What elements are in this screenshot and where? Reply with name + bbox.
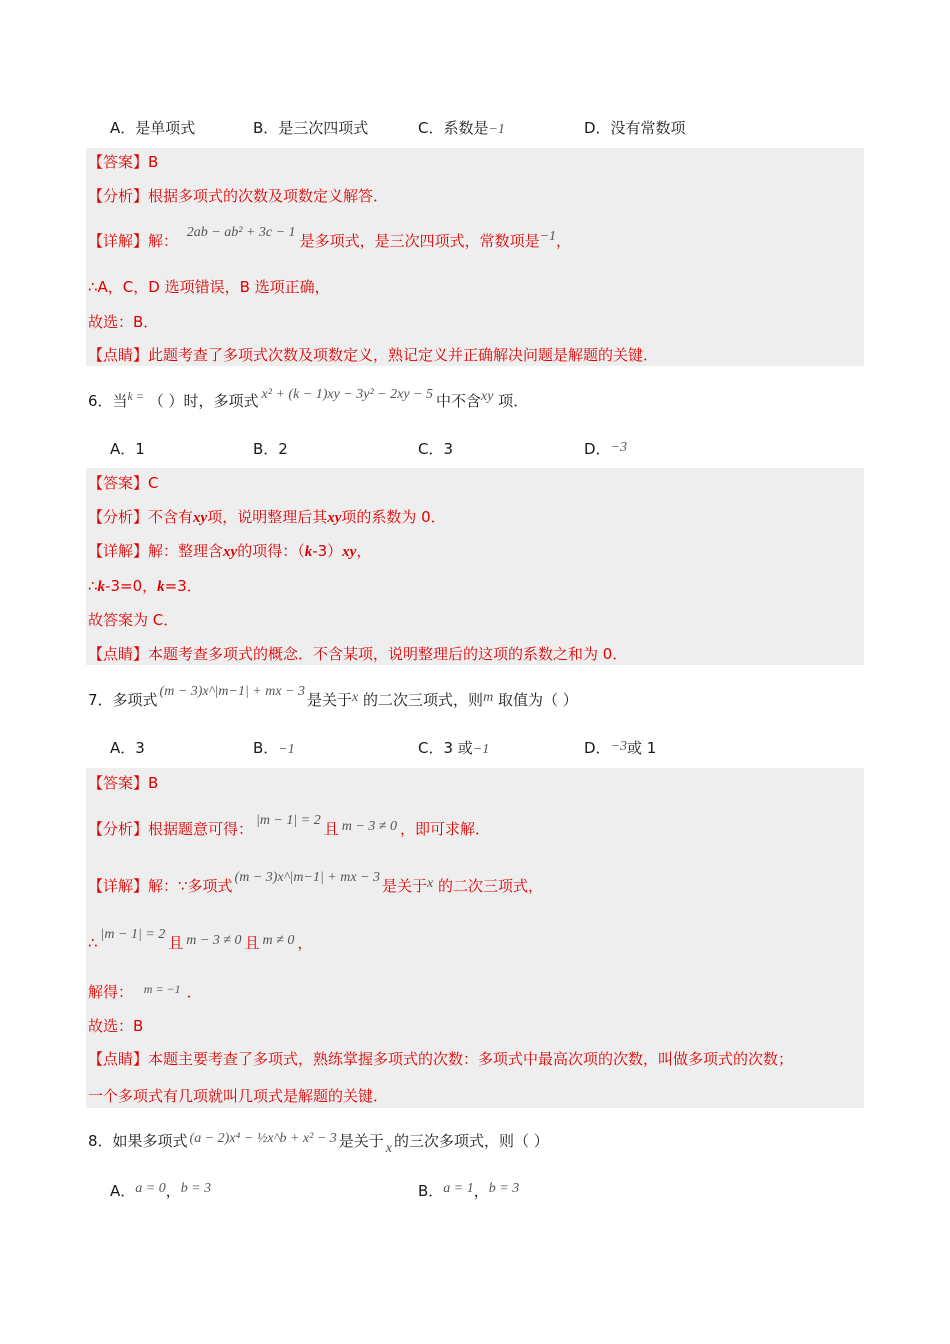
q5-detail-expr: 2ab − ab² + 3c − 1: [186, 225, 296, 240]
q7-option-d-math: −3: [610, 739, 628, 754]
q7-stem-prefix: 7．多项式: [88, 691, 158, 709]
q6-conclusion: [88, 575, 202, 596]
q6-option-d: [584, 438, 627, 459]
q7-detail-x: x: [427, 876, 434, 891]
q6-remark: 【点睛】本题考查多项式的概念．不含某项，说明整理后的这项的系数之和为 0．: [88, 645, 628, 663]
q7-detail: [88, 870, 544, 896]
q6-analysis-c: 项的系数为 0．: [341, 508, 446, 526]
q6-stem-expr: x² + (k − 1)xy − 3y² − 2xy − 5: [261, 387, 433, 402]
q7-analysis-expr1: |m − 1| = 2: [256, 813, 321, 828]
q8-stem-mid: 是关于: [338, 1132, 384, 1150]
q6-detail-c: -3）: [312, 542, 343, 560]
q7-therefore-symbol: ∴: [88, 934, 98, 952]
q6-analysis-xy: xy: [193, 510, 208, 526]
q6-detail-a: 【详解】解：整理含: [88, 542, 224, 560]
q6-conclusion-c: =3．: [164, 577, 202, 595]
q7-therefore-and1: 且: [168, 934, 184, 952]
q7-therefore-end: ，: [297, 934, 313, 952]
q7-therefore-expr1: |m − 1| = 2: [100, 927, 166, 942]
q7-analysis: [88, 813, 490, 839]
q5-option-a-text: A．是单项式: [110, 119, 196, 137]
q5-choice: 故选：B．: [88, 313, 159, 331]
q7-analysis-a: 【分析】根据题意可得：: [88, 820, 254, 838]
q5-remark: 【点睛】此题考查了多项式次数及项数定义，熟记定义并正确解决问题是解题的关键．: [88, 346, 659, 364]
q5-option-c: [418, 117, 505, 138]
q7-option-b-math: −1: [278, 742, 295, 757]
q7-solve-expr: m = −1: [143, 982, 181, 996]
q6-option-a: A．1: [110, 440, 145, 458]
q7-remark-line1: 【点睛】本题主要考查了多项式，熟练掌握多项式的次数：多项式中最高次项的次数，叫做多项式的次数；: [88, 1050, 794, 1068]
q6-conclusion-b: -3=0，: [105, 577, 158, 595]
q6-detail-k: k: [304, 544, 313, 560]
q5-detail-const: −1: [539, 229, 557, 244]
q7-option-a: A．3: [110, 739, 145, 757]
q6-stem-xy: xy: [481, 389, 494, 404]
q7-answer: 【答案】B: [88, 774, 159, 792]
q5-solution-box: [86, 148, 864, 366]
q8-stem-end: 的三次多项式，则（ ）: [394, 1132, 549, 1150]
q7-stem-mid2: 的二次三项式，则: [363, 691, 484, 709]
q7-analysis-b: ，即可求解．: [399, 820, 490, 838]
q8-stem-x: x: [385, 1141, 393, 1156]
q8-option-b-sep: ，: [473, 1182, 489, 1200]
q7-therefore-and2: 且: [244, 934, 260, 952]
q7-option-b-text: B．: [253, 739, 279, 757]
q7-stem-mid: 是关于: [307, 691, 353, 709]
q7-option-c: [418, 737, 489, 758]
q5-detail-prefix: 【详解】解：: [88, 232, 179, 250]
q6-conclusion-a: ∴: [88, 577, 98, 595]
q6-analysis-b: 项，说明整理后其: [207, 508, 328, 526]
q6-choice: 故答案为 C．: [88, 611, 179, 629]
q7-detail-expr: (m − 3)x^|m−1| + mx − 3: [234, 870, 381, 885]
q6-solution-box: [86, 468, 864, 665]
q5-detail-end: ，: [556, 232, 572, 250]
q6-analysis-xy2: xy: [327, 510, 342, 526]
q8-option-b: [418, 1180, 519, 1201]
q6-detail: [88, 540, 371, 561]
q8-option-a-math1: a = 0: [135, 1181, 166, 1196]
q7-stem-x: x: [352, 690, 359, 705]
q8-option-a-math2: b = 3: [180, 1181, 212, 1196]
q8-option-b-math2: b = 3: [488, 1181, 520, 1196]
q5-option-d-text: D．没有常数项: [584, 119, 686, 137]
q6-detail-xy2: xy: [342, 544, 357, 560]
q8-option-b-text: B．: [418, 1182, 444, 1200]
q6-analysis-a: 【分析】不含有: [88, 508, 194, 526]
q8-option-b-math1: a = 1: [443, 1181, 474, 1196]
q7-solve-b: ．: [186, 983, 202, 1001]
q6-detail-d: ，: [356, 542, 372, 560]
q5-option-b: [253, 117, 368, 138]
q7-remark-line2: 一个多项式有几项就叫几项式是解题的关键．: [88, 1087, 389, 1105]
q8-option-a: [110, 1180, 211, 1201]
q5-analysis: 【分析】根据多项式的次数及项数定义解答．: [88, 187, 389, 205]
q7-analysis-expr2: m − 3 ≠ 0: [341, 819, 397, 834]
q7-stem-expr: (m − 3)x^|m−1| + mx − 3: [159, 684, 306, 699]
q7-solve: [88, 981, 202, 1002]
q7-detail-a: 【详解】解：∵多项式: [88, 877, 233, 895]
q6-stem-k: k =: [127, 389, 144, 403]
q8-stem-expr: (a − 2)x⁴ − ½x^b + x² − 3: [189, 1131, 337, 1146]
q7-stem-end: 取值为（ ）: [497, 691, 578, 709]
q6-detail-xy: xy: [223, 544, 238, 560]
q6-option-b: B．2: [253, 440, 288, 458]
q6-stem-mid: 中不含: [436, 392, 482, 410]
q6-option-d-text: D．: [584, 440, 611, 458]
q7-therefore: [88, 927, 313, 953]
q6-detail-b: 的项得：（: [237, 542, 305, 560]
q7-solve-a: 解得：: [88, 983, 134, 1001]
q8-option-a-text: A．: [110, 1182, 136, 1200]
q7-analysis-and: 且: [323, 820, 339, 838]
q5-option-c-math: −1: [488, 122, 505, 137]
q7-option-c-math: −1: [472, 742, 490, 757]
q5-detail: [88, 225, 572, 251]
q8-option-a-sep: ，: [165, 1182, 181, 1200]
q7-stem: [88, 684, 578, 710]
q6-option-d-math: −3: [610, 440, 628, 455]
q7-option-d-text: D．: [584, 739, 611, 757]
q6-stem-blank: （ ）时，多项式: [148, 392, 259, 410]
q6-conclusion-k: k: [97, 579, 106, 595]
q6-stem-end: 项．: [498, 392, 529, 410]
q5-option-b-text: B．是三次四项式: [253, 119, 369, 137]
q7-option-d: [584, 737, 656, 758]
q7-therefore-expr2: m − 3 ≠ 0: [186, 933, 242, 948]
q7-stem-m: m: [483, 690, 494, 705]
q5-answer: 【答案】B: [88, 153, 159, 171]
q7-option-c-text: C．3 或: [418, 739, 473, 757]
q6-conclusion-k2: k: [157, 579, 165, 595]
q7-option-b: [253, 737, 295, 758]
q6-answer: 【答案】C: [88, 474, 159, 492]
q6-stem: [88, 387, 529, 411]
q6-stem-prefix: 6．当: [88, 392, 128, 410]
q7-option-d-end: 或 1: [627, 739, 657, 757]
q6-analysis: [88, 506, 446, 527]
q7-detail-b: 是关于: [382, 877, 428, 895]
q6-option-c: C．3: [418, 440, 454, 458]
q8-stem: [88, 1130, 549, 1156]
q5-option-c-text: C．系数是: [418, 119, 489, 137]
q5-conclusion: ∴A，C，D 选项错误，B 选项正确，: [88, 278, 330, 296]
q7-detail-c: 的二次三项式，: [438, 877, 544, 895]
q7-choice: 故选：B: [88, 1017, 144, 1035]
q5-option-a: [110, 117, 195, 138]
q5-detail-mid: 是多项式，是三次四项式，常数项是: [299, 232, 540, 250]
q8-stem-prefix: 8．如果多项式: [88, 1132, 188, 1150]
q7-therefore-expr3: m ≠ 0: [262, 933, 295, 948]
q5-option-d: [584, 117, 686, 138]
